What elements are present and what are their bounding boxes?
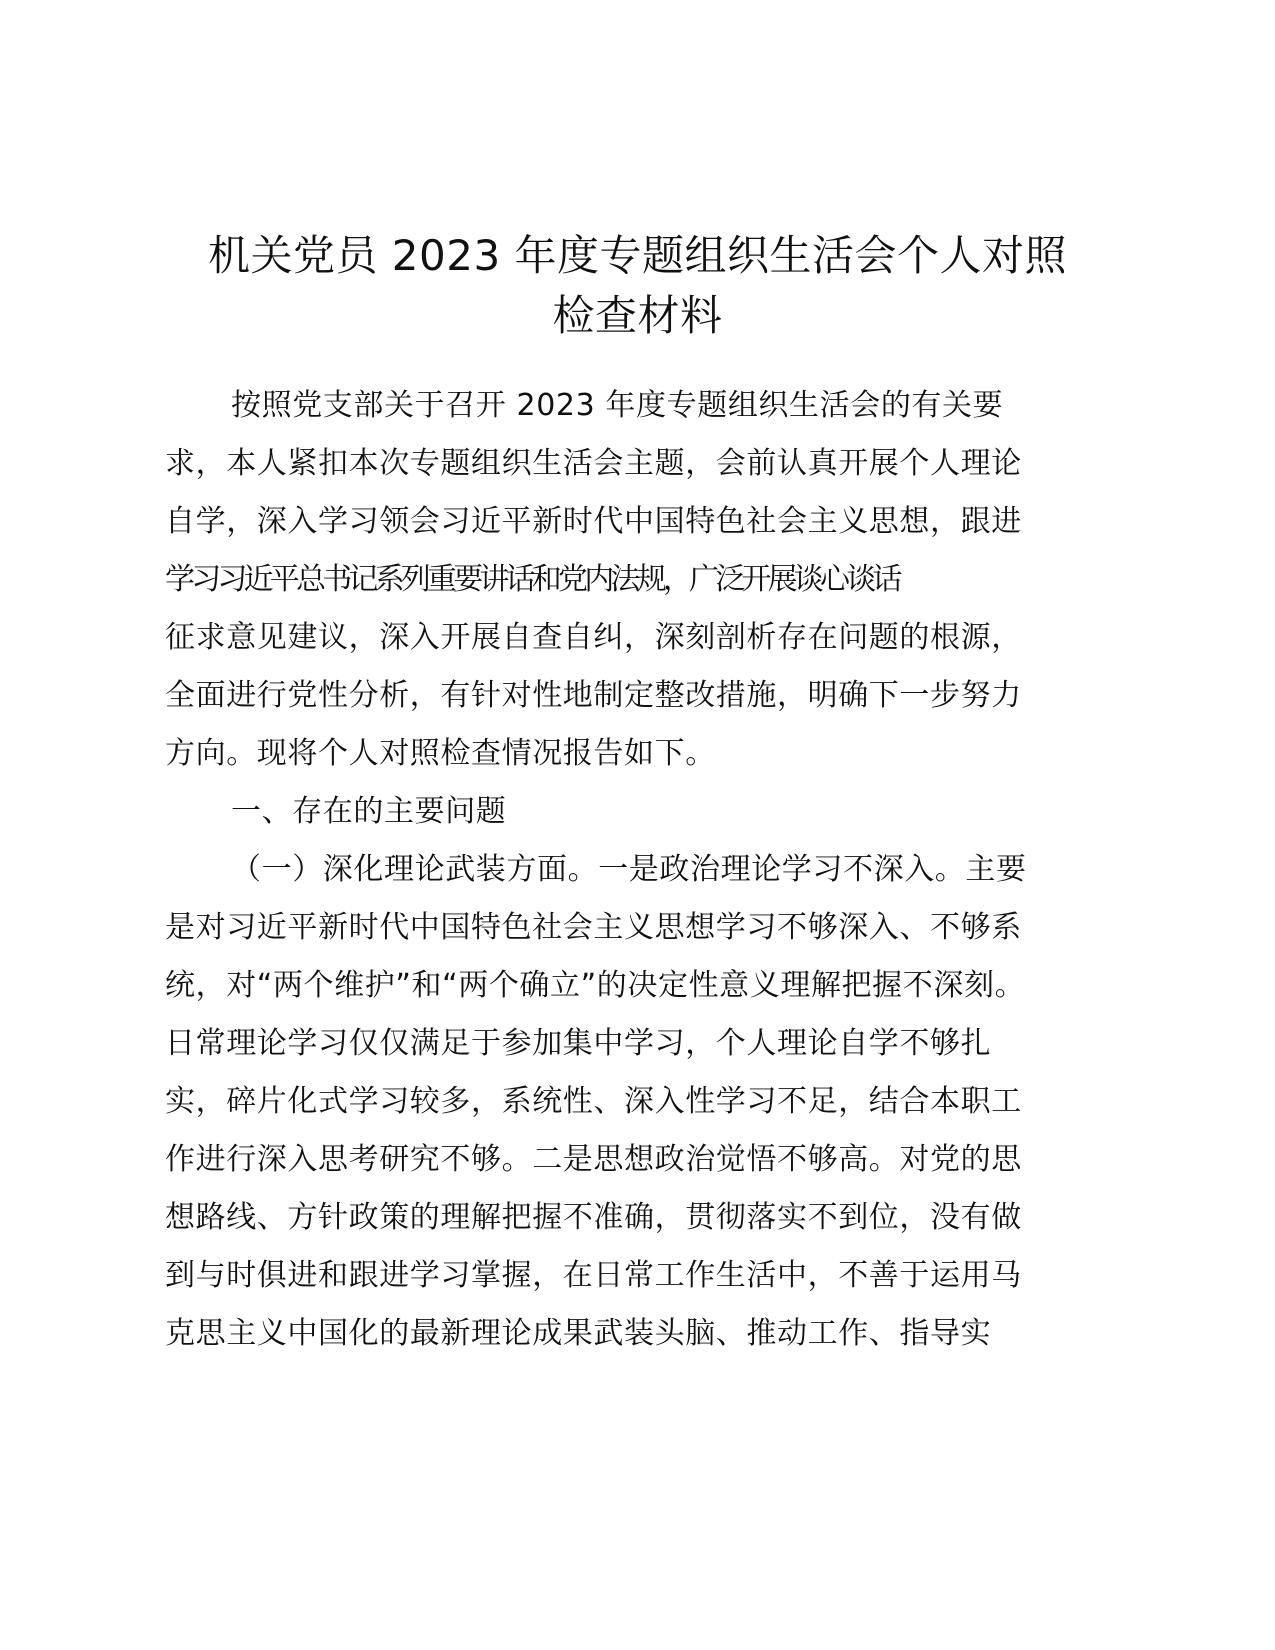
paragraph-intro-line-3: 自学，深入学习领会习近平新时代中国特色社会主义思想，跟进: [165, 504, 1022, 539]
title-line-2: 检查材料: [552, 291, 723, 340]
document-body: [165, 377, 1110, 1363]
paragraph-theory-line-2: 是对习近平新时代中国特色社会主义思想学习不够深入、不够系: [165, 910, 1022, 945]
paragraph-theory-line-6: 作进行深入思考研究不够。二是思想政治觉悟不够高。对党的思: [165, 1142, 1022, 1177]
paragraph-intro-line-2: 求，本人紧扣本次专题组织生活会主题，会前认真开展个人理论: [165, 446, 1022, 481]
title-line-1: 机关党员 2023 年度专题组织生活会个人对照: [207, 231, 1068, 280]
paragraph-theory-line-5: 实，碎片化式学习较多，系统性、深入性学习不足，结合本职工: [165, 1084, 1022, 1119]
paragraph-theory-line-3: 统，对“两个维护”和“两个确立”的决定性意义理解把握不深刻。: [165, 968, 1026, 1003]
paragraph-theory-line-1: （一）深化理论武装方面。一是政治理论学习不深入。主要: [231, 852, 1027, 887]
paragraph-intro-line-6: 全面进行党性分析，有针对性地制定整改措施，明确下一步努力: [165, 678, 1022, 713]
paragraph-intro-line-5: 征求意见建议，深入开展自查自纠，深刻剖析存在问题的根源，: [165, 620, 1022, 655]
paragraph-intro-line-4: 学习习近平总书记系列重要讲话和党内法规，广泛开展谈心谈话: [165, 562, 899, 597]
paragraph-theory-line-7: 想路线、方针政策的理解把握不准确，贯彻落实不到位，没有做: [165, 1200, 1022, 1235]
paragraph-theory-line-9: 克思主义中国化的最新理论成果武装头脑、推动工作、指导实: [165, 1316, 992, 1351]
section-heading: 一、存在的主要问题: [231, 794, 507, 829]
document-title: [165, 226, 1110, 346]
paragraph-intro-line-1: 按照党支部关于召开 2023 年度专题组织生活会的有关要: [231, 388, 1004, 423]
paragraph-intro-line-7: 方向。现将个人对照检查情况报告如下。: [165, 736, 716, 771]
paragraph-theory-line-4: 日常理论学习仅仅满足于参加集中学习，个人理论自学不够扎: [165, 1026, 992, 1061]
paragraph-theory-line-8: 到与时俱进和跟进学习掌握，在日常工作生活中，不善于运用马: [165, 1258, 1022, 1293]
